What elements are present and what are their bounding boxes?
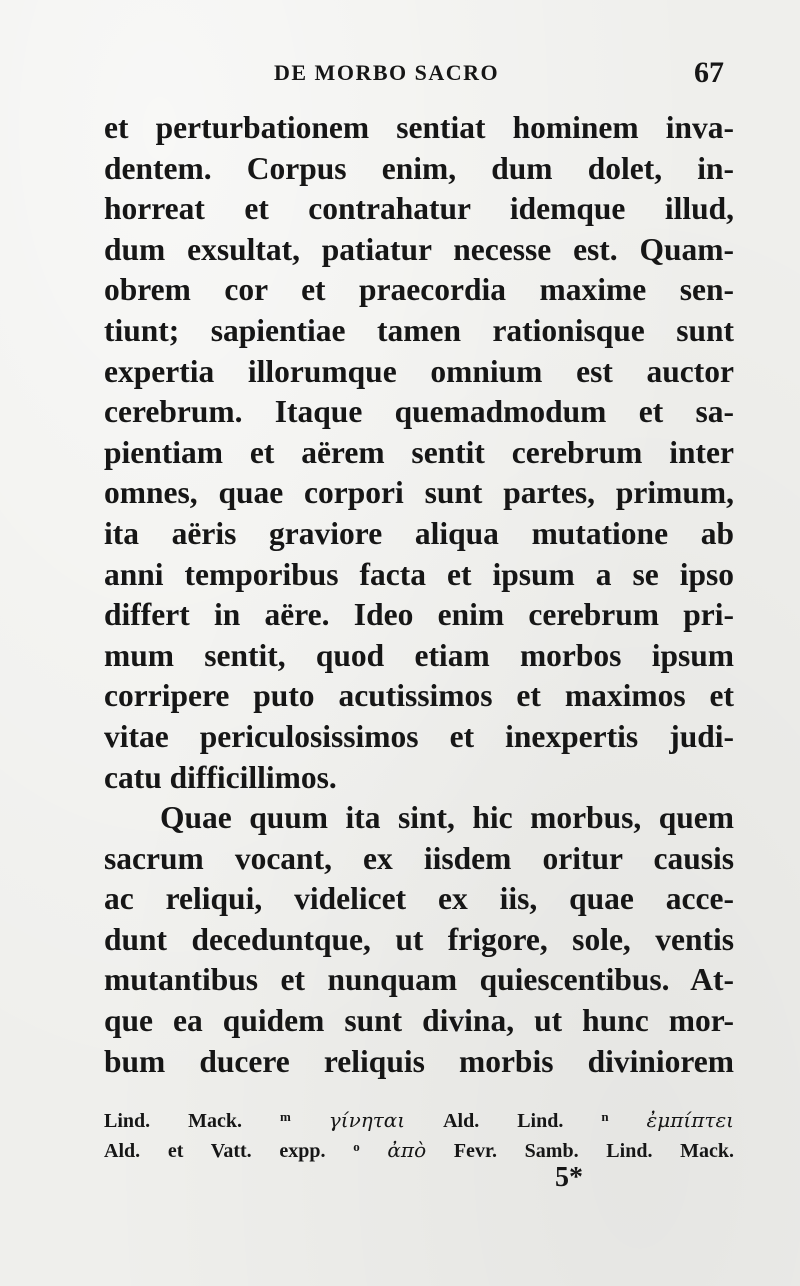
page-header <box>104 58 734 92</box>
text-line: vitae periculosissimos et inexpertis judi- <box>104 718 734 754</box>
text-line: differt in aëre. Ideo enim cerebrum pri- <box>104 597 734 633</box>
footnote-greek: ἐμπίπτει <box>646 1108 735 1132</box>
footnote-text: Fevr. Samb. Lind. Mack. <box>453 1140 735 1162</box>
footnote-line <box>104 1132 734 1162</box>
text-line: cerebrum. Itaque quemadmodum et sa- <box>104 394 734 430</box>
text-line: dentem. Corpus enim, dum dolet, in- <box>104 150 734 186</box>
footnote-text: Ald. Lind. <box>443 1110 564 1132</box>
footnote-greek: ἀπὸ <box>387 1138 427 1162</box>
text-line: omnes, quae corpori sunt partes, primum, <box>104 475 734 511</box>
text-line: obrem cor et praecordia maxime sen- <box>104 272 734 308</box>
text-line: mum sentit, quod etiam morbos ipsum <box>104 637 734 673</box>
text-line: que ea quidem sunt divina, ut hunc mor- <box>104 1003 734 1039</box>
text-line: anni temporibus facta et ipsum a se ipso <box>104 556 734 592</box>
footnote-entry-n <box>601 1110 734 1132</box>
text-line: mutantibus et nunquam quiescentibus. At- <box>104 962 734 998</box>
body-text <box>104 108 734 1082</box>
paragraph-start-line: Quae quum ita sint, hic morbus, quem <box>160 800 734 836</box>
footnote-entry-o <box>353 1140 426 1162</box>
running-title: DE MORBO SACRO <box>274 60 500 85</box>
text-line: bum ducere reliquis morbis diviniorem <box>104 1043 734 1079</box>
footnote-entry-m <box>280 1110 405 1132</box>
footnote-mark: n <box>601 1109 609 1124</box>
text-line: ita aëris graviore aliqua mutatione ab <box>104 515 734 551</box>
text-line: expertia illorumque omnium est auctor <box>104 353 734 389</box>
text-line: et perturbationem sentiat hominem inva- <box>104 110 734 145</box>
footnote-text: Lind. Mack. <box>104 1110 242 1132</box>
text-line: pientiam et aërem sentit cerebrum inter <box>104 434 734 470</box>
page-number: 67 <box>694 56 724 89</box>
footnote-text: Ald. et Vatt. expp. <box>104 1140 326 1162</box>
text-line: dunt deceduntque, ut frigore, sole, ventis <box>104 921 734 957</box>
footnote-greek: γίνηται <box>328 1108 406 1132</box>
footnote-mark: o <box>353 1139 360 1154</box>
paragraph-end-line: catu difficillimos. <box>104 759 337 795</box>
signature-mark: 5* <box>555 1162 583 1193</box>
text-line: ac reliqui, videlicet ex iis, quae acce- <box>104 881 734 917</box>
footnotes <box>104 1102 734 1162</box>
text-line: horreat et contrahatur idemque illud, <box>104 191 734 227</box>
text-line: corripere puto acutissimos et maximos et <box>104 678 734 714</box>
text-line: tiunt; sapientiae tamen rationisque sunt <box>104 312 734 348</box>
footnote-mark: m <box>279 1109 291 1124</box>
footnote-line <box>104 1102 734 1132</box>
text-line: sacrum vocant, ex iisdem oritur causis <box>104 840 734 876</box>
text-line: dum exsultat, patiatur necesse est. Quam- <box>104 231 734 267</box>
